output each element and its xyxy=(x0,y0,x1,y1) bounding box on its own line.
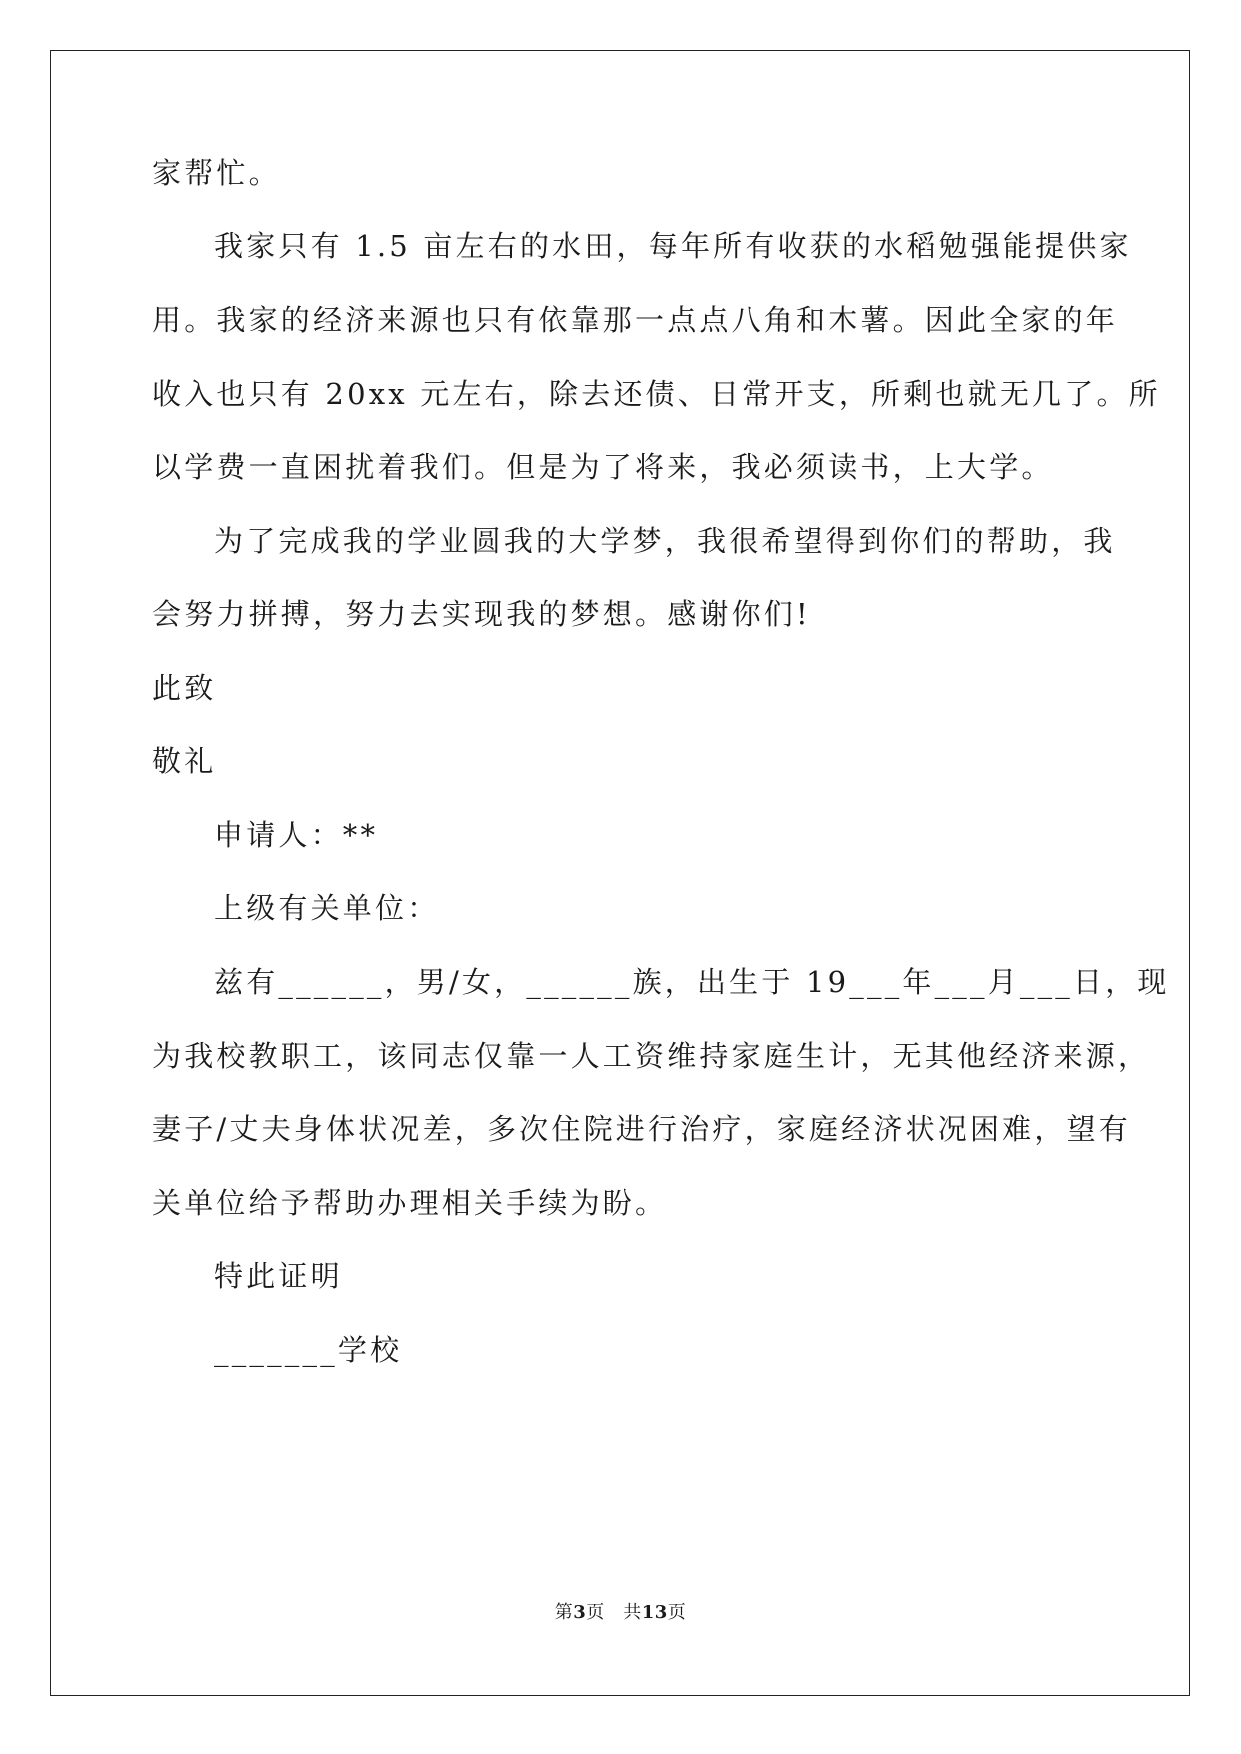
text-line-4: 收入也只有 20xx 元左右，除去还债、日常开支，所剩也就无几了。所 xyxy=(152,377,1161,411)
addressee-line: 上级有关单位： xyxy=(214,891,440,925)
page-footer xyxy=(0,1598,1241,1624)
text-line-15: 关单位给予帮助办理相关手续为盼。 xyxy=(152,1186,668,1220)
footer-suffix: 页 xyxy=(667,1602,687,1623)
closing-jingli: 敬礼 xyxy=(152,744,217,778)
text-line-6: 为了完成我的学业圆我的大学梦，我很希望得到你们的帮助，我 xyxy=(214,524,1116,558)
footer-mid: 页 共 xyxy=(586,1602,642,1623)
text-line-13: 为我校教职工，该同志仅靠一人工资维持家庭生计，无其他经济来源， xyxy=(152,1039,1151,1073)
school-signature-line: _______学校 xyxy=(214,1333,403,1367)
text-line-3: 用。我家的经济来源也只有依靠那一点点八角和木薯。因此全家的年 xyxy=(152,303,1119,337)
applicant-line: 申请人：** xyxy=(214,818,379,852)
footer-prefix: 第 xyxy=(554,1602,574,1623)
text-line-12: 兹有______，男/女，______族，出生于 19___年___月___日，现 xyxy=(214,965,1170,999)
footer-total-pages: 13 xyxy=(641,1602,668,1623)
text-line-2: 我家只有 1.5 亩左右的水田，每年所有收获的水稻勉强能提供家 xyxy=(214,229,1132,263)
certification-line: 特此证明 xyxy=(214,1259,343,1293)
page-border xyxy=(50,50,1190,1696)
closing-cizhi: 此致 xyxy=(152,671,217,705)
text-line-1: 家帮忙。 xyxy=(152,156,281,190)
text-line-7: 会努力拼搏，努力去实现我的梦想。感谢你们! xyxy=(152,597,811,631)
text-line-14: 妻子/丈夫身体状况差，多次住院进行治疗，家庭经济状况困难，望有 xyxy=(152,1112,1131,1146)
footer-page-number: 3 xyxy=(573,1602,587,1623)
text-line-5: 以学费一直困扰着我们。但是为了将来，我必须读书，上大学。 xyxy=(152,450,1054,484)
